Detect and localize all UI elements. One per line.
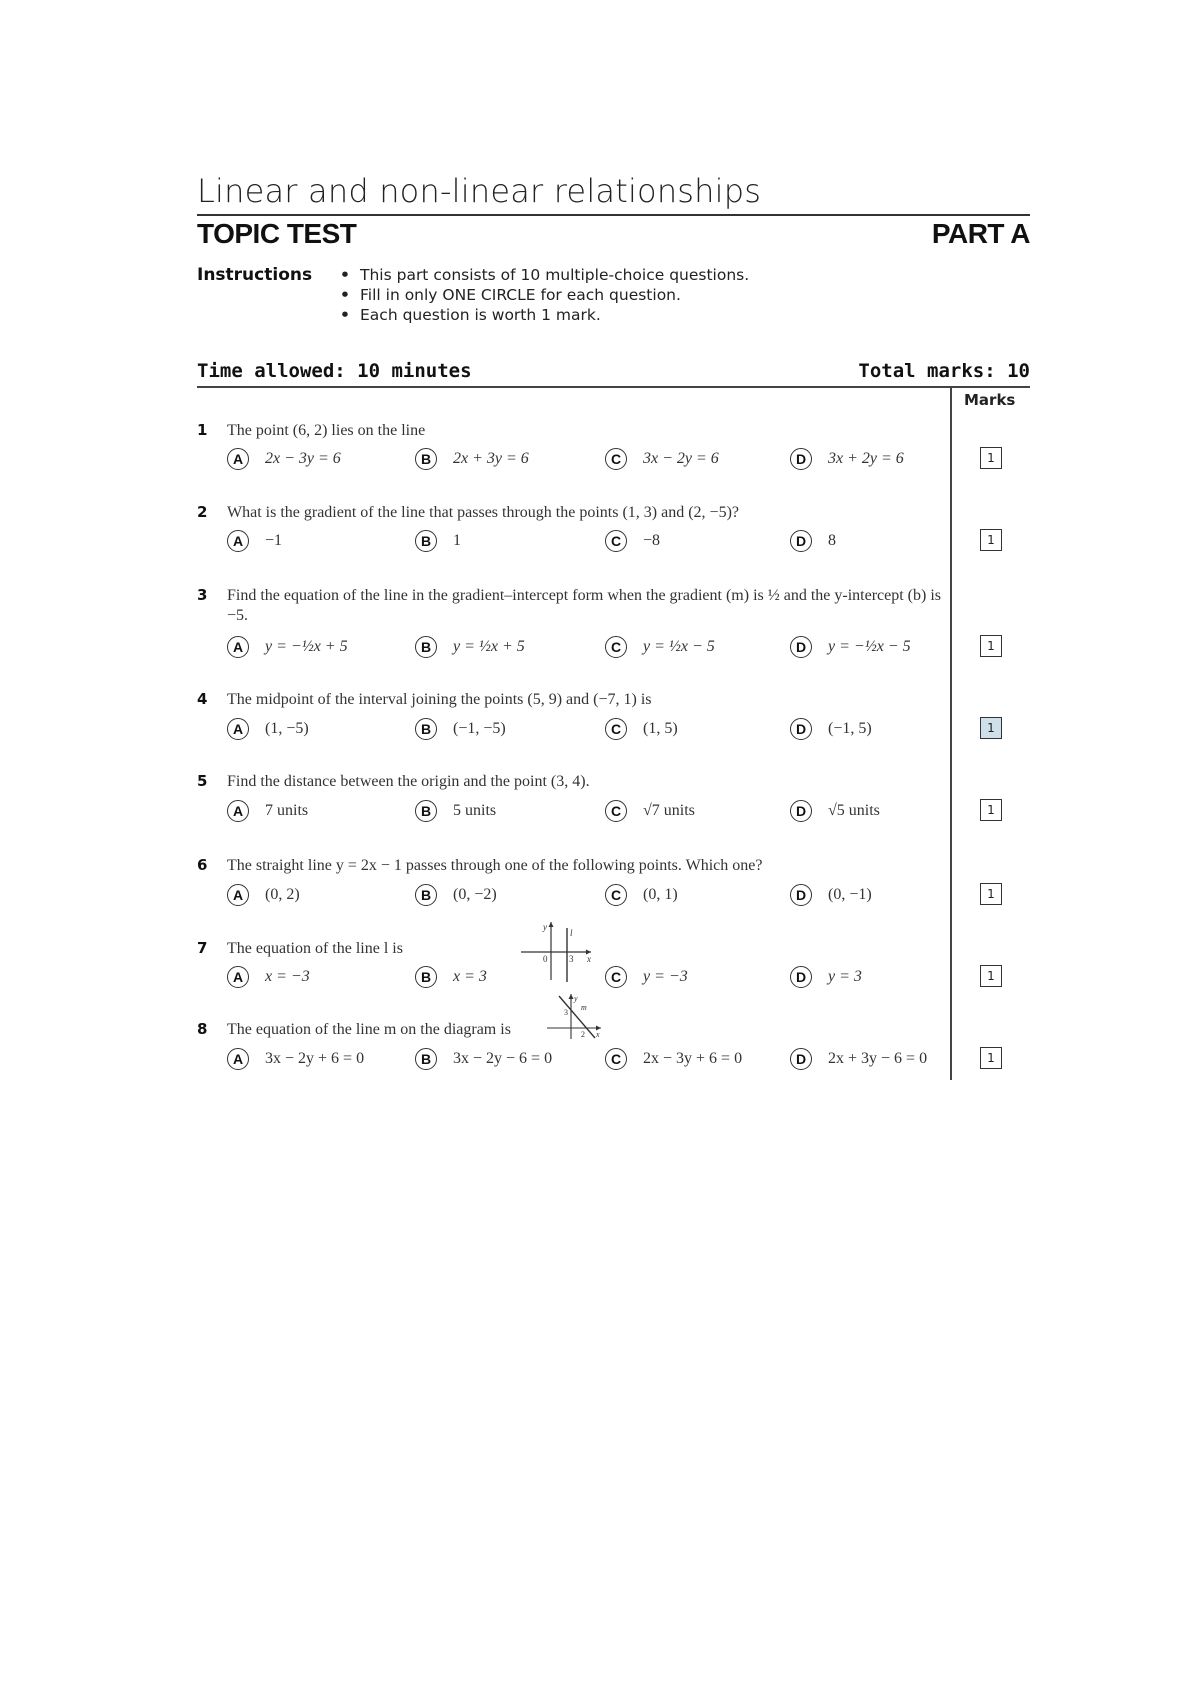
q5-option-b[interactable]: [415, 800, 496, 822]
option-value: −8: [643, 532, 661, 549]
question-text: The equation of the line l is: [227, 940, 403, 957]
q6-option-a[interactable]: [227, 884, 300, 906]
mark-box: 1: [980, 717, 1002, 739]
q4-option-b[interactable]: [415, 718, 506, 740]
q7-option-d[interactable]: [790, 966, 862, 988]
mark-box: 1: [980, 965, 1002, 987]
x-axis-label: x: [596, 1030, 600, 1039]
answer-bubble[interactable]: C: [605, 448, 627, 470]
q1-option-d[interactable]: [790, 448, 904, 470]
question-text: Find the equation of the line in the gradient–intercept form when the gradient (m) is ½ and the y-intercept (b) is −5.: [227, 587, 942, 624]
question-number: 6: [197, 856, 208, 874]
question-text: The straight line y = 2x − 1 passes through one of the following points. Which one?: [227, 857, 763, 874]
option-value: y = −3: [643, 968, 688, 985]
question-number: 2: [197, 503, 208, 521]
x-intercept-label: 2: [581, 1030, 585, 1039]
answer-bubble[interactable]: A: [227, 530, 249, 552]
option-value: −1: [265, 532, 283, 549]
answer-bubble[interactable]: D: [790, 1048, 812, 1070]
q8-option-a[interactable]: [227, 1048, 364, 1070]
answer-bubble[interactable]: D: [790, 884, 812, 906]
y-intercept-label: 3: [564, 1008, 568, 1017]
y-axis-label: y: [574, 994, 578, 1003]
option-value: 3x − 2y + 6 = 0: [265, 1050, 365, 1067]
mark-box: 1: [980, 635, 1002, 657]
line-label: l: [570, 928, 573, 938]
answer-bubble[interactable]: C: [605, 636, 627, 658]
answer-bubble[interactable]: B: [415, 800, 437, 822]
question-text: What is the gradient of the line that passes through the points (1, 3) and (2, −5)?: [227, 504, 740, 521]
answer-bubble[interactable]: D: [790, 636, 812, 658]
origin-label: 0: [543, 954, 548, 964]
q6-option-b[interactable]: [415, 884, 497, 906]
answer-bubble[interactable]: D: [790, 966, 812, 988]
mark-box: 1: [980, 529, 1002, 551]
q2-option-d[interactable]: [790, 530, 836, 552]
option-value: x = 3: [453, 968, 487, 985]
q2-option-b[interactable]: [415, 530, 461, 552]
answer-bubble[interactable]: C: [605, 718, 627, 740]
answer-bubble[interactable]: C: [605, 1048, 627, 1070]
answer-bubble[interactable]: B: [415, 966, 437, 988]
q7-option-c[interactable]: [605, 966, 688, 988]
answer-bubble[interactable]: C: [605, 800, 627, 822]
instruction-item: • This part consists of 10 multiple-choice questions.: [340, 265, 749, 285]
answer-bubble[interactable]: A: [227, 636, 249, 658]
answer-bubble[interactable]: C: [605, 530, 627, 552]
option-value: (−1, −5): [453, 720, 506, 737]
option-value: √5 units: [828, 802, 880, 819]
mark-box: 1: [980, 1047, 1002, 1069]
question-number: 5: [197, 772, 208, 790]
instructions-list: [340, 265, 749, 325]
title-divider: [197, 214, 1030, 216]
answer-bubble[interactable]: C: [605, 884, 627, 906]
option-value: 7 units: [265, 802, 309, 819]
q1-option-c[interactable]: [605, 448, 719, 470]
q4-option-d[interactable]: [790, 718, 872, 740]
option-value: (−1, 5): [828, 720, 872, 737]
x-axis-label: x: [587, 954, 591, 964]
answer-bubble[interactable]: B: [415, 718, 437, 740]
answer-bubble[interactable]: A: [227, 1048, 249, 1070]
instructions-label: Instructions: [197, 265, 313, 285]
question-text: The midpoint of the interval joining the points (5, 9) and (−7, 1) is: [227, 691, 652, 708]
option-value: (0, 1): [643, 886, 678, 903]
answer-bubble[interactable]: A: [227, 800, 249, 822]
option-value: √7 units: [643, 802, 695, 819]
q3-option-c[interactable]: [605, 636, 715, 658]
answer-bubble[interactable]: D: [790, 530, 812, 552]
q8-option-b[interactable]: [415, 1048, 552, 1070]
option-value: (0, −1): [828, 886, 872, 903]
marks-column-divider: [950, 387, 952, 1080]
answer-bubble[interactable]: A: [227, 966, 249, 988]
answer-bubble[interactable]: A: [227, 884, 249, 906]
q5-option-d[interactable]: [790, 800, 880, 822]
option-value: 1: [453, 532, 461, 549]
mark-box: 1: [980, 799, 1002, 821]
answer-bubble[interactable]: B: [415, 448, 437, 470]
y-axis-label: y: [543, 922, 547, 932]
time-allowed: Time allowed: 10 minutes: [197, 360, 472, 382]
line-l-diagram: [515, 918, 595, 984]
option-value: (0, 2): [265, 886, 300, 903]
answer-bubble[interactable]: B: [415, 530, 437, 552]
option-value: 2x − 3y = 6: [265, 450, 341, 467]
q3-option-b[interactable]: [415, 636, 525, 658]
question-text: The equation of the line m on the diagram is: [227, 1021, 511, 1038]
q8-option-c[interactable]: [605, 1048, 742, 1070]
answer-bubble[interactable]: B: [415, 1048, 437, 1070]
question-number: 7: [197, 939, 208, 957]
option-value: x = −3: [265, 968, 310, 985]
q7-option-b[interactable]: [415, 966, 487, 988]
option-value: y = ½x − 5: [643, 638, 715, 655]
option-value: 2x + 3y − 6 = 0: [828, 1050, 928, 1067]
mark-box: 1: [980, 883, 1002, 905]
mark-box: 1: [980, 447, 1002, 469]
q5-option-c[interactable]: [605, 800, 695, 822]
option-value: y = −½x + 5: [265, 638, 348, 655]
q3-option-a[interactable]: [227, 636, 348, 658]
total-marks: Total marks: 10: [858, 360, 1030, 382]
option-value: (1, −5): [265, 720, 309, 737]
option-value: y = ½x + 5: [453, 638, 525, 655]
option-value: 3x + 2y = 6: [828, 450, 904, 467]
line-label: m: [581, 1003, 587, 1012]
answer-bubble[interactable]: D: [790, 448, 812, 470]
q4-option-a[interactable]: [227, 718, 309, 740]
option-value: 5 units: [453, 802, 497, 819]
answer-bubble[interactable]: B: [415, 636, 437, 658]
tick-label: 3: [569, 954, 574, 964]
instruction-item: • Fill in only ONE CIRCLE for each question.: [340, 285, 749, 305]
option-value: 3x − 2y = 6: [643, 450, 719, 467]
q1-option-a[interactable]: [227, 448, 341, 470]
q7-option-a[interactable]: [227, 966, 310, 988]
q8-option-d[interactable]: [790, 1048, 927, 1070]
option-value: 3x − 2y − 6 = 0: [453, 1050, 553, 1067]
q6-option-c[interactable]: [605, 884, 678, 906]
question-number: 4: [197, 690, 208, 708]
answer-bubble[interactable]: A: [227, 448, 249, 470]
answer-bubble[interactable]: B: [415, 884, 437, 906]
q2-option-c[interactable]: [605, 530, 660, 552]
question-number: 1: [197, 421, 208, 439]
answer-bubble[interactable]: D: [790, 800, 812, 822]
q1-option-b[interactable]: [415, 448, 529, 470]
section-divider: [197, 386, 1030, 388]
question-number: 8: [197, 1020, 208, 1038]
instruction-item: • Each question is worth 1 mark.: [340, 305, 749, 325]
option-value: y = −½x − 5: [828, 638, 911, 655]
part-heading: PART A: [931, 218, 1030, 249]
option-value: (1, 5): [643, 720, 678, 737]
q5-option-a[interactable]: [227, 800, 308, 822]
page-title: Linear and non-linear relationships: [197, 172, 762, 210]
question-text: The point (6, 2) lies on the line: [227, 422, 426, 439]
q6-option-d[interactable]: [790, 884, 872, 906]
line-m-diagram: [545, 990, 603, 1040]
q2-option-a[interactable]: [227, 530, 282, 552]
q3-option-d[interactable]: [790, 636, 911, 658]
answer-bubble[interactable]: D: [790, 718, 812, 740]
q4-option-c[interactable]: [605, 718, 678, 740]
marks-column-header: Marks: [964, 391, 1016, 409]
answer-bubble[interactable]: C: [605, 966, 627, 988]
option-value: 2x + 3y = 6: [453, 450, 529, 467]
option-value: 8: [828, 532, 836, 549]
question-text: Find the distance between the origin and the point (3, 4).: [227, 773, 590, 790]
option-value: (0, −2): [453, 886, 497, 903]
option-value: y = 3: [828, 968, 862, 985]
answer-bubble[interactable]: A: [227, 718, 249, 740]
question-number: 3: [197, 586, 208, 604]
option-value: 2x − 3y + 6 = 0: [643, 1050, 743, 1067]
topic-heading: TOPIC TEST: [197, 218, 357, 249]
